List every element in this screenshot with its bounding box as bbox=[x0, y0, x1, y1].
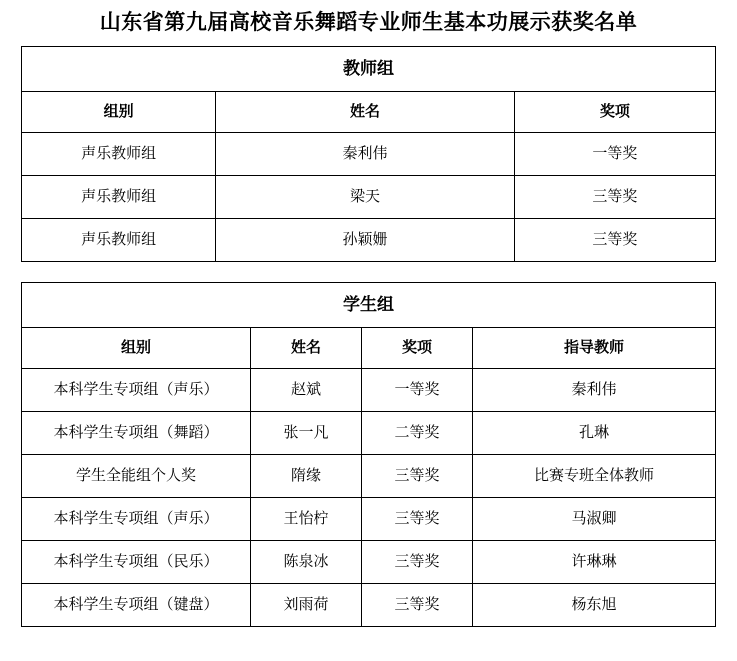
cell-group: 学生全能组个人奖 bbox=[22, 455, 251, 498]
column-header-award: 奖项 bbox=[514, 92, 715, 133]
cell-award: 三等奖 bbox=[362, 584, 473, 627]
cell-group: 本科学生专项组（键盘） bbox=[22, 584, 251, 627]
cell-advisor: 秦利伟 bbox=[473, 369, 716, 412]
cell-group: 声乐教师组 bbox=[22, 176, 216, 219]
cell-advisor: 比赛专班全体教师 bbox=[473, 455, 716, 498]
cell-award: 一等奖 bbox=[362, 369, 473, 412]
cell-name: 赵斌 bbox=[251, 369, 362, 412]
cell-name: 张一凡 bbox=[251, 412, 362, 455]
cell-advisor: 许琳琳 bbox=[473, 541, 716, 584]
cell-award: 三等奖 bbox=[514, 219, 715, 262]
table-row bbox=[22, 133, 716, 176]
table-row bbox=[22, 369, 716, 412]
column-header-name: 姓名 bbox=[216, 92, 514, 133]
cell-name: 梁天 bbox=[216, 176, 514, 219]
page-title: 山东省第九届高校音乐舞蹈专业师生基本功展示获奖名单 bbox=[99, 10, 638, 34]
cell-group: 声乐教师组 bbox=[22, 133, 216, 176]
cell-name: 王怡柠 bbox=[251, 498, 362, 541]
table-row bbox=[22, 219, 716, 262]
cell-award: 三等奖 bbox=[362, 455, 473, 498]
cell-award: 三等奖 bbox=[514, 176, 715, 219]
table-row bbox=[22, 455, 716, 498]
column-header-group: 组别 bbox=[22, 328, 251, 369]
column-header-advisor: 指导教师 bbox=[473, 328, 716, 369]
teacher-group-table bbox=[21, 46, 716, 262]
cell-advisor: 杨东旭 bbox=[473, 584, 716, 627]
table-row bbox=[22, 412, 716, 455]
column-header-name: 姓名 bbox=[251, 328, 362, 369]
cell-name: 陈泉冰 bbox=[251, 541, 362, 584]
column-header-group: 组别 bbox=[22, 92, 216, 133]
cell-group: 本科学生专项组（声乐） bbox=[22, 498, 251, 541]
teacher-section-title: 教师组 bbox=[22, 47, 716, 92]
cell-advisor: 马淑卿 bbox=[473, 498, 716, 541]
cell-award: 三等奖 bbox=[362, 541, 473, 584]
table-row bbox=[22, 176, 716, 219]
student-group-table bbox=[21, 282, 716, 627]
cell-group: 本科学生专项组（民乐） bbox=[22, 541, 251, 584]
table-row bbox=[22, 541, 716, 584]
cell-group: 本科学生专项组（声乐） bbox=[22, 369, 251, 412]
cell-advisor: 孔琳 bbox=[473, 412, 716, 455]
table-row bbox=[22, 498, 716, 541]
table-section-header-row bbox=[22, 47, 716, 92]
table-gap bbox=[0, 262, 737, 282]
cell-name: 刘雨荷 bbox=[251, 584, 362, 627]
table-header-row bbox=[22, 328, 716, 369]
table-section-header-row bbox=[22, 283, 716, 328]
cell-name: 孙颖姗 bbox=[216, 219, 514, 262]
table-header-row bbox=[22, 92, 716, 133]
cell-group: 本科学生专项组（舞蹈） bbox=[22, 412, 251, 455]
document-page bbox=[0, 8, 737, 661]
cell-group: 声乐教师组 bbox=[22, 219, 216, 262]
cell-award: 二等奖 bbox=[362, 412, 473, 455]
cell-award: 三等奖 bbox=[362, 498, 473, 541]
cell-name: 隋缘 bbox=[251, 455, 362, 498]
student-section-title: 学生组 bbox=[22, 283, 716, 328]
table-row bbox=[22, 584, 716, 627]
cell-award: 一等奖 bbox=[514, 133, 715, 176]
column-header-award: 奖项 bbox=[362, 328, 473, 369]
cell-name: 秦利伟 bbox=[216, 133, 514, 176]
